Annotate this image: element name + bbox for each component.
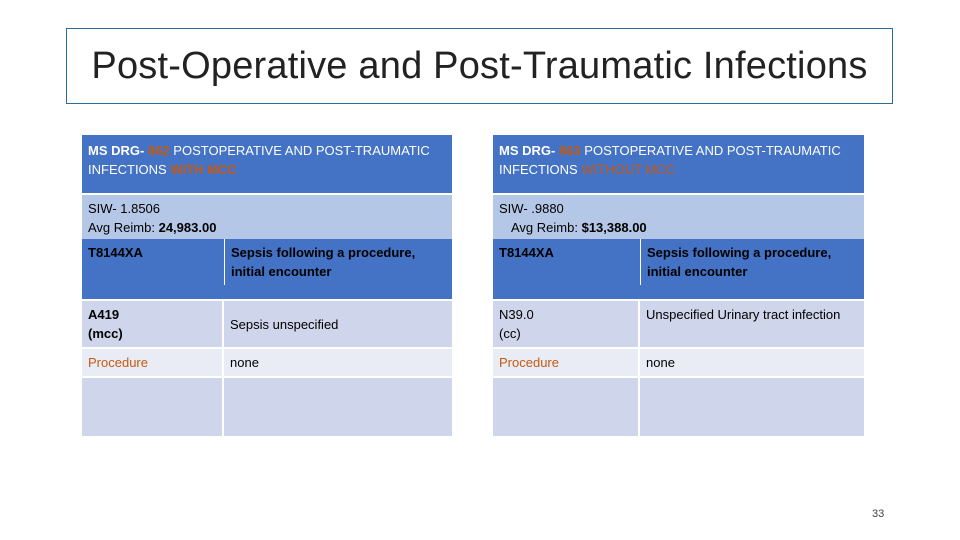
procedure-label: Procedure	[492, 348, 639, 377]
drg-desc-line2: INFECTIONS	[88, 162, 167, 177]
empty-cell	[492, 377, 639, 437]
drg-prefix: MS DRG-	[88, 143, 145, 158]
slide-title: Post-Operative and Post-Traumatic Infections	[91, 44, 868, 87]
empty-cell	[639, 377, 865, 437]
table-row	[81, 300, 453, 348]
siw-row	[81, 194, 453, 300]
title-box	[66, 28, 893, 104]
siw-row	[492, 194, 865, 300]
drg-mcc-qualifier: WITH MCC	[170, 162, 237, 177]
avg-reimb-label: Avg Reimb:	[511, 220, 578, 235]
drg-header-cell	[81, 134, 453, 194]
procedure-value: none	[223, 348, 453, 377]
avg-reimb-value: 24,983.00	[158, 220, 217, 235]
drg-desc-line1: POSTOPERATIVE AND POST-TRAUMATIC	[173, 143, 430, 158]
diagnosis-code: T8144XA	[499, 245, 554, 260]
drg-863-table	[492, 134, 865, 437]
secondary-code: N39.0	[499, 307, 534, 322]
diagnosis-desc: Sepsis following a procedure, initial encounter	[224, 239, 452, 285]
drg-header-cell	[492, 134, 865, 194]
secondary-code-cell	[81, 300, 223, 348]
drg-desc-line2: INFECTIONS	[499, 162, 578, 177]
empty-cell	[223, 377, 453, 437]
siw-cell	[492, 194, 865, 300]
secondary-code: A419	[88, 307, 120, 322]
secondary-desc: Sepsis unspecified	[223, 300, 453, 348]
table-row	[81, 377, 453, 437]
drg-desc-line1: POSTOPERATIVE AND POST-TRAUMATIC	[584, 143, 841, 158]
drg-number: 862	[147, 143, 170, 158]
empty-cell	[81, 377, 223, 437]
drg-prefix: MS DRG-	[499, 143, 556, 158]
table-row	[492, 377, 865, 437]
siw-cell	[81, 194, 453, 300]
diagnosis-desc: Sepsis following a procedure, initial encounter	[640, 239, 864, 285]
table-row	[492, 348, 865, 377]
secondary-code-type: (mcc)	[88, 326, 123, 341]
secondary-desc: Unspecified Urinary tract infection	[639, 300, 865, 348]
siw-summary	[82, 195, 452, 239]
avg-reimb-label: Avg Reimb:	[88, 220, 155, 235]
drg-862-table	[81, 134, 453, 437]
secondary-code-type: (cc)	[499, 326, 521, 341]
secondary-code-cell	[492, 300, 639, 348]
siw-value: SIW- 1.8506	[88, 201, 161, 216]
procedure-label: Procedure	[81, 348, 223, 377]
diagnosis-code: T8144XA	[88, 245, 143, 260]
table-header-row	[81, 134, 453, 194]
procedure-value: none	[639, 348, 865, 377]
siw-value: SIW- .9880	[499, 201, 564, 216]
drg-mcc-qualifier: WITHOUT MCC	[581, 162, 675, 177]
avg-reimb-value: $13,388.00	[581, 220, 647, 235]
table-header-row	[492, 134, 865, 194]
table-row	[492, 300, 865, 348]
siw-summary	[493, 195, 864, 239]
page-number: 33	[872, 508, 885, 520]
drg-number: 863	[558, 143, 581, 158]
table-row	[81, 348, 453, 377]
